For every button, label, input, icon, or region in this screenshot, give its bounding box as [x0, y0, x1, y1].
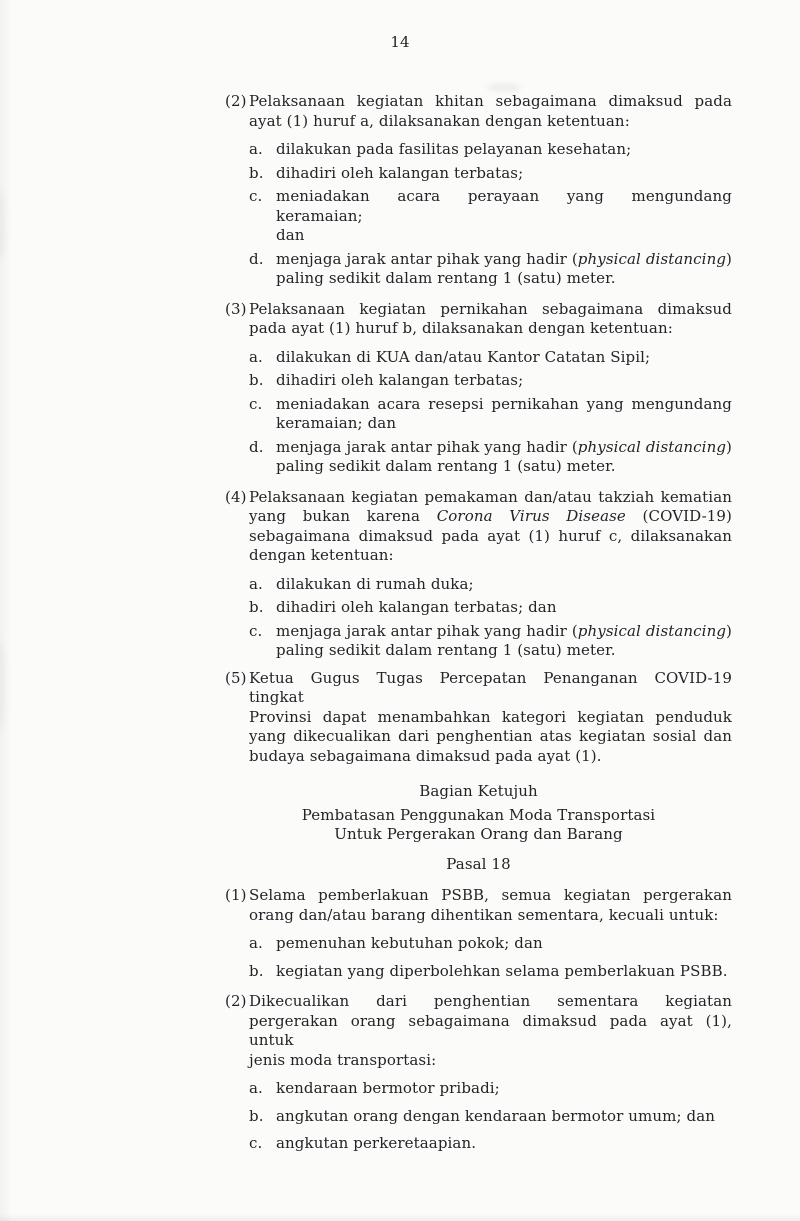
- text-line: meniadakan acara perayaan yang mengundang keramaian;: [276, 187, 732, 225]
- item-text: dihadiri oleh kalangan terbatas; dan: [276, 598, 557, 616]
- letter-list: [249, 575, 732, 661]
- item-marker: b.: [249, 1106, 264, 1125]
- clause-text: [249, 669, 732, 767]
- text-line: Pelaksanaan kegiatan pernikahan sebagaimana dimaksud: [249, 299, 732, 318]
- clause-number: (5): [225, 668, 247, 687]
- item-marker: a.: [249, 574, 263, 593]
- text-segment: menjaga jarak antar pihak yang hadir (: [276, 621, 578, 640]
- text-line: ayat (1) huruf a, dilaksanakan dengan ketentuan:: [249, 111, 630, 130]
- text-line: [276, 250, 732, 270]
- text-line: Pelaksanaan kegiatan khitan sebagaimana dimaksud pada: [249, 92, 732, 110]
- text-line: dan: [276, 226, 305, 244]
- text-segment: (COVID-19): [625, 507, 732, 525]
- list-item: [249, 371, 732, 391]
- text-line: Dikecualikan dari penghentian sementara kegiatan: [249, 992, 732, 1010]
- item-text: angkutan perkeretaapian.: [276, 1134, 477, 1152]
- item-marker: b.: [249, 961, 264, 980]
- list-item: [249, 962, 732, 982]
- text-line: keramaian; dan: [276, 414, 397, 432]
- text-line: [276, 438, 732, 458]
- clause-number: (2): [225, 992, 247, 1010]
- item-text: dihadiri oleh kalangan terbatas;: [276, 163, 524, 182]
- item-marker: b.: [249, 598, 264, 616]
- item-text: [276, 395, 732, 434]
- text-line: meniadakan acara resepsi pernikahan yang mengundang: [276, 394, 732, 413]
- item-text: [276, 187, 732, 246]
- item-text: kegiatan yang diperbolehkan selama pemberlakuan PSBB.: [276, 961, 728, 980]
- item-marker: b.: [249, 163, 264, 182]
- text-segment: menjaga jarak antar pihak yang hadir (: [276, 437, 578, 456]
- text-line: paling sedikit dalam rentang 1 (satu) meter.: [276, 641, 616, 659]
- text-line: orang dan/atau barang dihentikan sementara, kecuali untuk:: [249, 905, 719, 924]
- clause-number: (1): [225, 886, 247, 904]
- item-marker: d.: [249, 249, 264, 268]
- subtitle-line: Pembatasan Penggunakan Moda Transportasi: [301, 805, 656, 824]
- letter-list: [249, 934, 732, 981]
- text-line: pergerakan orang sebagaimana dimaksud pada ayat (1), untuk: [249, 1011, 732, 1049]
- text-line: paling sedikit dalam rentang 1 (satu) meter.: [276, 457, 616, 475]
- item-text: [276, 438, 732, 477]
- text-segment: ): [726, 249, 732, 268]
- item-text: dilakukan pada fasilitas pelayanan kesehatan;: [276, 140, 632, 158]
- item-text: dilakukan di KUA dan/atau Kantor Catatan Sipil;: [276, 347, 651, 366]
- list-item: [249, 395, 732, 434]
- scan-edge-shadow-bottom: [0, 1214, 800, 1221]
- text-line: jenis moda transportasi:: [249, 1050, 437, 1069]
- italic-term: physical distancing: [577, 621, 727, 640]
- clause-ayat-1: [225, 886, 732, 981]
- clause-text: [249, 92, 732, 289]
- text-line: sebagaimana dimaksud pada ayat (1) huruf c, dilaksanakan: [249, 526, 732, 545]
- item-marker: c.: [249, 621, 263, 640]
- item-marker: c.: [249, 394, 263, 413]
- letter-list: [249, 140, 732, 289]
- section-heading: Bagian Ketujuh: [419, 782, 538, 800]
- text-line: [276, 622, 732, 642]
- text-line: Provinsi dapat menambahkan kategori kegiatan penduduk: [249, 707, 732, 726]
- list-item: [249, 348, 732, 368]
- list-item: [249, 250, 732, 289]
- clause-text: [249, 992, 732, 1154]
- page-number: 14: [390, 33, 410, 51]
- document-body: [225, 92, 732, 1154]
- item-marker: a.: [249, 934, 263, 952]
- text-line: Selama pemberlakuan PSBB, semua kegiatan pergerakan: [249, 886, 732, 904]
- item-text: pemenuhan kebutuhan pokok; dan: [276, 934, 543, 952]
- text-line: Pelaksanaan kegiatan pemakaman dan/atau takziah kematian: [249, 487, 732, 506]
- item-marker: c.: [249, 187, 263, 205]
- item-text: angkutan orang dengan kendaraan bermotor umum; dan: [276, 1106, 715, 1125]
- list-item: [249, 438, 732, 477]
- clause-ayat-5: [225, 669, 732, 767]
- text-segment: ): [726, 621, 732, 640]
- item-marker: a.: [249, 1079, 263, 1097]
- item-text: dihadiri oleh kalangan terbatas;: [276, 371, 524, 389]
- item-text: dilakukan di rumah duka;: [276, 574, 474, 593]
- list-item: [249, 1079, 732, 1099]
- list-item: [249, 934, 732, 954]
- clause-ayat-2b: [225, 992, 732, 1154]
- list-item: [249, 164, 732, 184]
- list-item: [249, 598, 732, 618]
- text-segment: ): [726, 437, 732, 456]
- item-marker: d.: [249, 437, 264, 456]
- item-marker: b.: [249, 371, 264, 389]
- scan-edge-shadow-left: [0, 0, 12, 1221]
- clause-text: [249, 886, 732, 981]
- list-item: [249, 622, 732, 661]
- list-item: [249, 140, 732, 160]
- text-line: budaya sebagaimana dimaksud pada ayat (1).: [249, 746, 602, 765]
- italic-term: physical distancing: [577, 437, 727, 456]
- clause-number: (2): [225, 92, 247, 110]
- clause-ayat-2: [225, 92, 732, 289]
- letter-list: [249, 1079, 732, 1154]
- item-marker: a.: [249, 347, 263, 366]
- list-item: [249, 575, 732, 595]
- item-text: [276, 250, 732, 289]
- clause-number: (3): [225, 299, 247, 318]
- section-subtitle: [225, 806, 732, 845]
- item-text: [276, 622, 732, 661]
- subtitle-line: Untuk Pergerakan Orang dan Barang: [334, 825, 623, 843]
- clause-ayat-3: [225, 300, 732, 477]
- list-item: [249, 1134, 732, 1154]
- clause-ayat-4: [225, 488, 732, 661]
- clause-number: (4): [225, 487, 247, 506]
- italic-term: Corona Virus Disease: [436, 507, 626, 525]
- text-line: Ketua Gugus Tugas Percepatan Penanganan COVID-19 tingkat: [249, 668, 732, 706]
- list-item: [249, 1107, 732, 1127]
- letter-list: [249, 348, 732, 477]
- italic-term: physical distancing: [577, 249, 727, 268]
- clause-text: [249, 488, 732, 661]
- item-marker: a.: [249, 140, 263, 158]
- text-line: [249, 507, 732, 527]
- text-line: pada ayat (1) huruf b, dilaksanakan dengan ketentuan:: [249, 319, 673, 337]
- text-line: paling sedikit dalam rentang 1 (satu) meter.: [276, 269, 616, 287]
- text-segment: yang bukan karena: [249, 507, 437, 525]
- item-text: kendaraan bermotor pribadi;: [276, 1079, 500, 1097]
- text-line: dengan ketentuan:: [249, 546, 394, 564]
- text-segment: menjaga jarak antar pihak yang hadir (: [276, 249, 578, 268]
- list-item: [249, 187, 732, 246]
- item-marker: c.: [249, 1134, 263, 1152]
- article-heading: Pasal 18: [446, 854, 511, 873]
- text-line: yang dikecualikan dari penghentian atas kegiatan sosial dan: [249, 727, 732, 745]
- scan-artifact: [487, 83, 521, 92]
- clause-text: [249, 300, 732, 477]
